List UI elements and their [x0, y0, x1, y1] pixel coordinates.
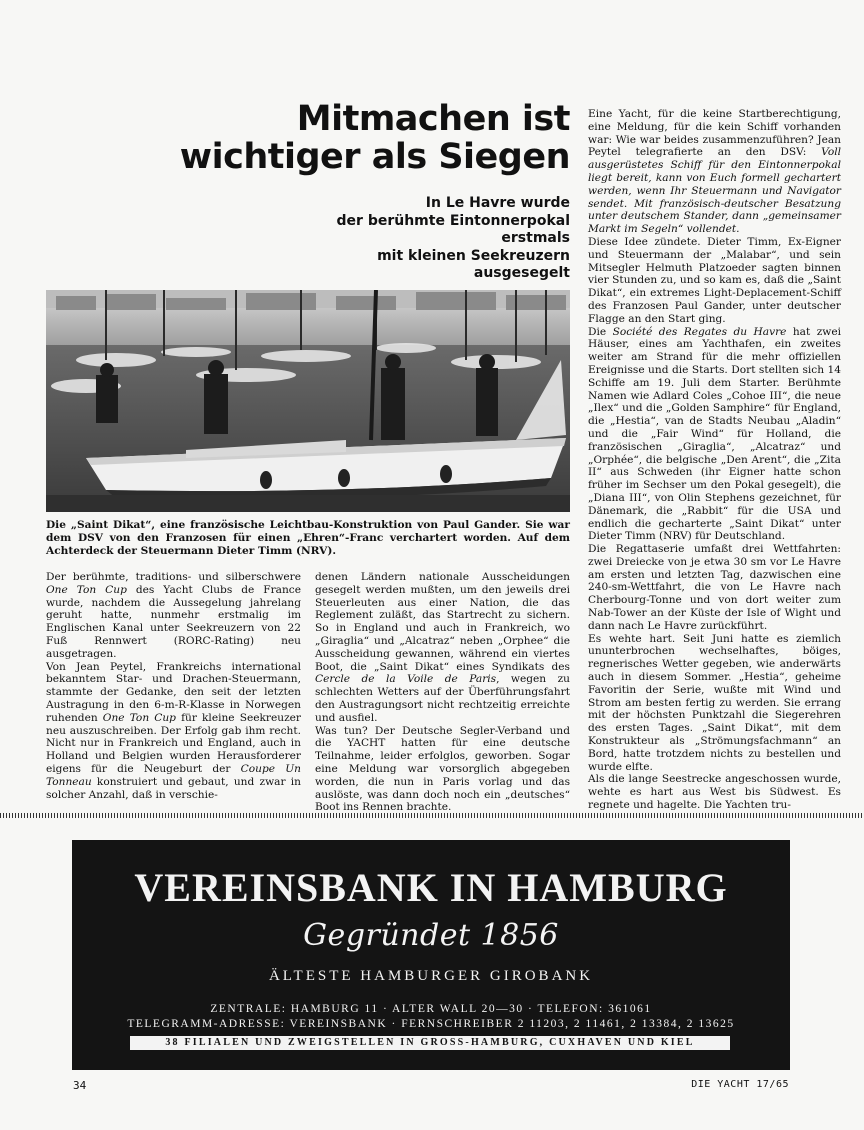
article-column-2: [315, 571, 570, 814]
subhead-line: der berühmte Eintonnerpokal: [336, 212, 570, 229]
paragraph-italic: Coupe Un Tonneau: [46, 762, 301, 788]
paragraph-text: hat zwei Häuser, eines am Yachthafen, ein zweites weiter am Strand für die mehr offiziellen Ereignisse und die Starts. Dort stellten sich 14 Schiffe am 19. Juli dem Starter. Berühmte Namen wie Adlard Coles „Cohoe III“, die neue „Ilex“ und die „Golden Samphire“ für England, die „Hestia“, van de Stadts Neubau „Aladin“ und die „Fair Wind“ für Holland, die französischen „Giraglia“, „Alcatraz“ und „Orphée“, die belgische „Den Arent“, die „Zita II“ aus Schweden (ihr Eigner hatte schon früher im Sechser um den Pokal gesegelt), die „Diana III“, von Olin Stephens gezeichnet, für Dänemark, die „Rabbit“ für die USA und endlich die gecharterte „Saint Dikat“ unter Dieter Timm (NRV) für Deutschland.: [588, 325, 841, 543]
headline-line-1: Mitmachen ist: [296, 99, 570, 139]
article-subhead: [280, 195, 570, 283]
vereinsbank-advertisement: [72, 840, 790, 1070]
ad-telegram-line: TELEGRAMM-ADRESSE: VEREINSBANK · FERNSCHREIBER 2 11203, 2 11461, 2 13384, 2 13625: [127, 1018, 735, 1030]
page-number: 34: [73, 1079, 87, 1092]
paragraph-text: Was tun? Der Deutsche Segler-Verband und die YACHT hatten für eine deutsche Teilnahme, leider erfolglos, geworben. Sogar eine Meldung war vorsorglich abgegeben worden, die nun in Paris vorlag und das auslöste, was dann doch noch ein „deutsches“ Boot ins Rennen brachte.: [315, 724, 570, 814]
paragraph-text: denen Ländern nationale Ausscheidungen gesegelt werden mußten, um den jeweils drei Steuerleuten aus einer Nation, die das Reglement zuläßt, das Startrecht zu sichern. So in England und auch in Frankreich, wo „Giraglia“ und „Alcatraz“ neben „Orphee“ die Ausscheidung gewannen, während ein viertes Boot, die „Saint Dikat“ eines Syndikats des: [315, 571, 570, 673]
paragraph: [315, 725, 570, 815]
paragraph-text: konstruiert und gebaut, und zwar in solcher Anzahl, daß in verschie-: [46, 775, 301, 801]
paragraph-text: Die Regattaserie umfaßt drei Wettfahrten: zwei Dreiecke von je etwa 30 sm vor Le Havre am ersten und letzten Tag, dazwischen eine 240-sm-Wettfahrt, die von Le Havre nach Cherbourg-Tonne und von dort weiter zum Nab-Tower an der Küste der Isle of Wight und dann nach Le Havre zurückführt.: [588, 543, 841, 632]
subhead-line: mit kleinen Seekreuzern: [377, 247, 570, 264]
subhead-line: ausgesegelt: [473, 265, 570, 281]
article-headline: [150, 100, 570, 176]
ad-title: VEREINSBANK IN HAMBURG: [134, 865, 728, 910]
sailboat-photo-image: [46, 290, 570, 512]
article-column-3: [588, 108, 841, 812]
paragraph: [588, 326, 841, 544]
photo-caption: Die „Saint Dikat“, eine französische Leichtbau-Konstruktion von Paul Gander. Sie war dem DSV von den Franzosen für einen „Ehren“-Franc verchartert worden. Auf dem Achterdeck der Steuermann Dieter Timm (NRV).: [46, 519, 570, 557]
paragraph-text: Von Jean Peytel, Frankreichs international bekanntem Star- und Drachen-Steuermann, stammte der Gedanke, den seit der letzten Austragung in den 6-m-R-Klasse in Norwegen ruhenden: [46, 660, 301, 724]
paragraph: [588, 773, 841, 811]
paragraph-italic: One Ton Cup: [102, 711, 176, 724]
paragraph-text: Der berühmte, traditions- und silberschwere: [46, 571, 301, 583]
paragraph-text: Die: [588, 325, 613, 338]
ad-address-line: ZENTRALE: HAMBURG 11 · ALTER WALL 20—30 · TELEFON: 361061: [210, 1003, 652, 1015]
paragraph-italic: One Ton Cup: [46, 583, 127, 596]
ad-subtitle: ÄLTESTE HAMBURGER GIROBANK: [268, 968, 594, 984]
paragraph-text: , wegen zu schlechten Wetters auf der Überführungsfahrt den Austragungsort nicht rechtzeitig erreichte und ausfiel.: [315, 673, 570, 724]
paragraph: [46, 661, 301, 802]
subhead-line: In Le Havre wurde: [425, 195, 570, 211]
sailboat-photo: [46, 290, 570, 512]
paragraph: [315, 571, 570, 725]
paragraph: [588, 236, 841, 326]
subhead-line: erstmals: [501, 230, 570, 246]
paragraph-italic: Cercle de la Voile de Paris: [315, 673, 497, 686]
ad-founded: Gegründet 1856: [303, 918, 559, 953]
headline-line-2: wichtiger als Siegen: [179, 137, 570, 177]
paragraph-text: des Yacht Clubs de France wurde, nachdem die Aussegelung jahrelang geruht hatte, nunmehr erstmalig im Englischen Kanal unter Seekreuzern von 22 Fuß Rennwert (RORC-Rating) neu ausgetragen.: [46, 583, 301, 660]
paragraph-italic: Voll ausgerüstetes Schiff für den Eintonnerpokal liegt bereit, kann von Euch formell gechartert werden, wenn Ihr Steuermann und Navigator sendet. Mit französisch-deutscher Besatzung unter deutschem Stander, dann „gemeinsamer Markt im Segeln“ vollendet.: [588, 146, 841, 236]
paragraph-italic: Société des Regates du Havre: [612, 325, 787, 338]
publication-issue: DIE YACHT 17/65: [691, 1079, 789, 1090]
article-column-1: [46, 571, 301, 801]
paragraph-text: Eine Yacht, für die keine Startberechtigung, eine Meldung, für die kein Schiff vorhanden war: Wie war beides zusammenzuführen? Jean Peytel telegrafierte an den DSV:: [588, 108, 841, 159]
paragraph: [46, 571, 301, 661]
paragraph: [588, 108, 841, 236]
paragraph: [588, 633, 841, 774]
paragraph-text: Diese Idee zündete. Dieter Timm, Ex-Eigner und Steuermann der „Malabar“, und sein Mitsegler Helmuth Platzoeder sagten binnen vier Stunden zu, und so kam es, daß die „Saint Dikat“, ein extremes Light-Deplacement-Schiff des Franzosen Paul Gander, unter deutscher Flagge an den Start ging.: [588, 235, 841, 325]
paragraph-text: Als die lange Seestrecke angeschossen wurde, wehte es hart aus West bis Südwest. Es regnete und hagelte. Die Yachten tru-: [588, 773, 841, 812]
paragraph-text: Es wehte hart. Seit Juni hatte es ziemlich ununterbrochen wechselhaftes, böiges, regnerisches Wetter gegeben, wie anderwärts auch in diesem Sommer. „Hestia“, geheime Favoritin der Serie, wußte mit Wind und Strom am besten fertig zu werden. Sie errang mit der höchsten Punktzahl die Siegerehren des ersten Tages. „Saint Dikat“, mit dem Konstrukteur als „Strömungsfachmann“ an Bord, hatte trotzdem nichts zu bestellen und wurde elfte.: [588, 632, 841, 773]
ad-branches-box: 38 FILIALEN UND ZWEIGSTELLEN IN GROSS-HAMBURG, CUXHAVEN UND KIEL: [130, 1036, 730, 1050]
dotted-separator: [0, 813, 864, 818]
paragraph: [588, 543, 841, 633]
paragraph-text: für kleine Seekreuzer neu auszuschreiben. Der Erfolg gab ihm recht. Nicht nur in Frankreich und England, auch in Holland und Belgien wurden Herausforderer eigens für die Neugeburt der: [46, 711, 301, 775]
